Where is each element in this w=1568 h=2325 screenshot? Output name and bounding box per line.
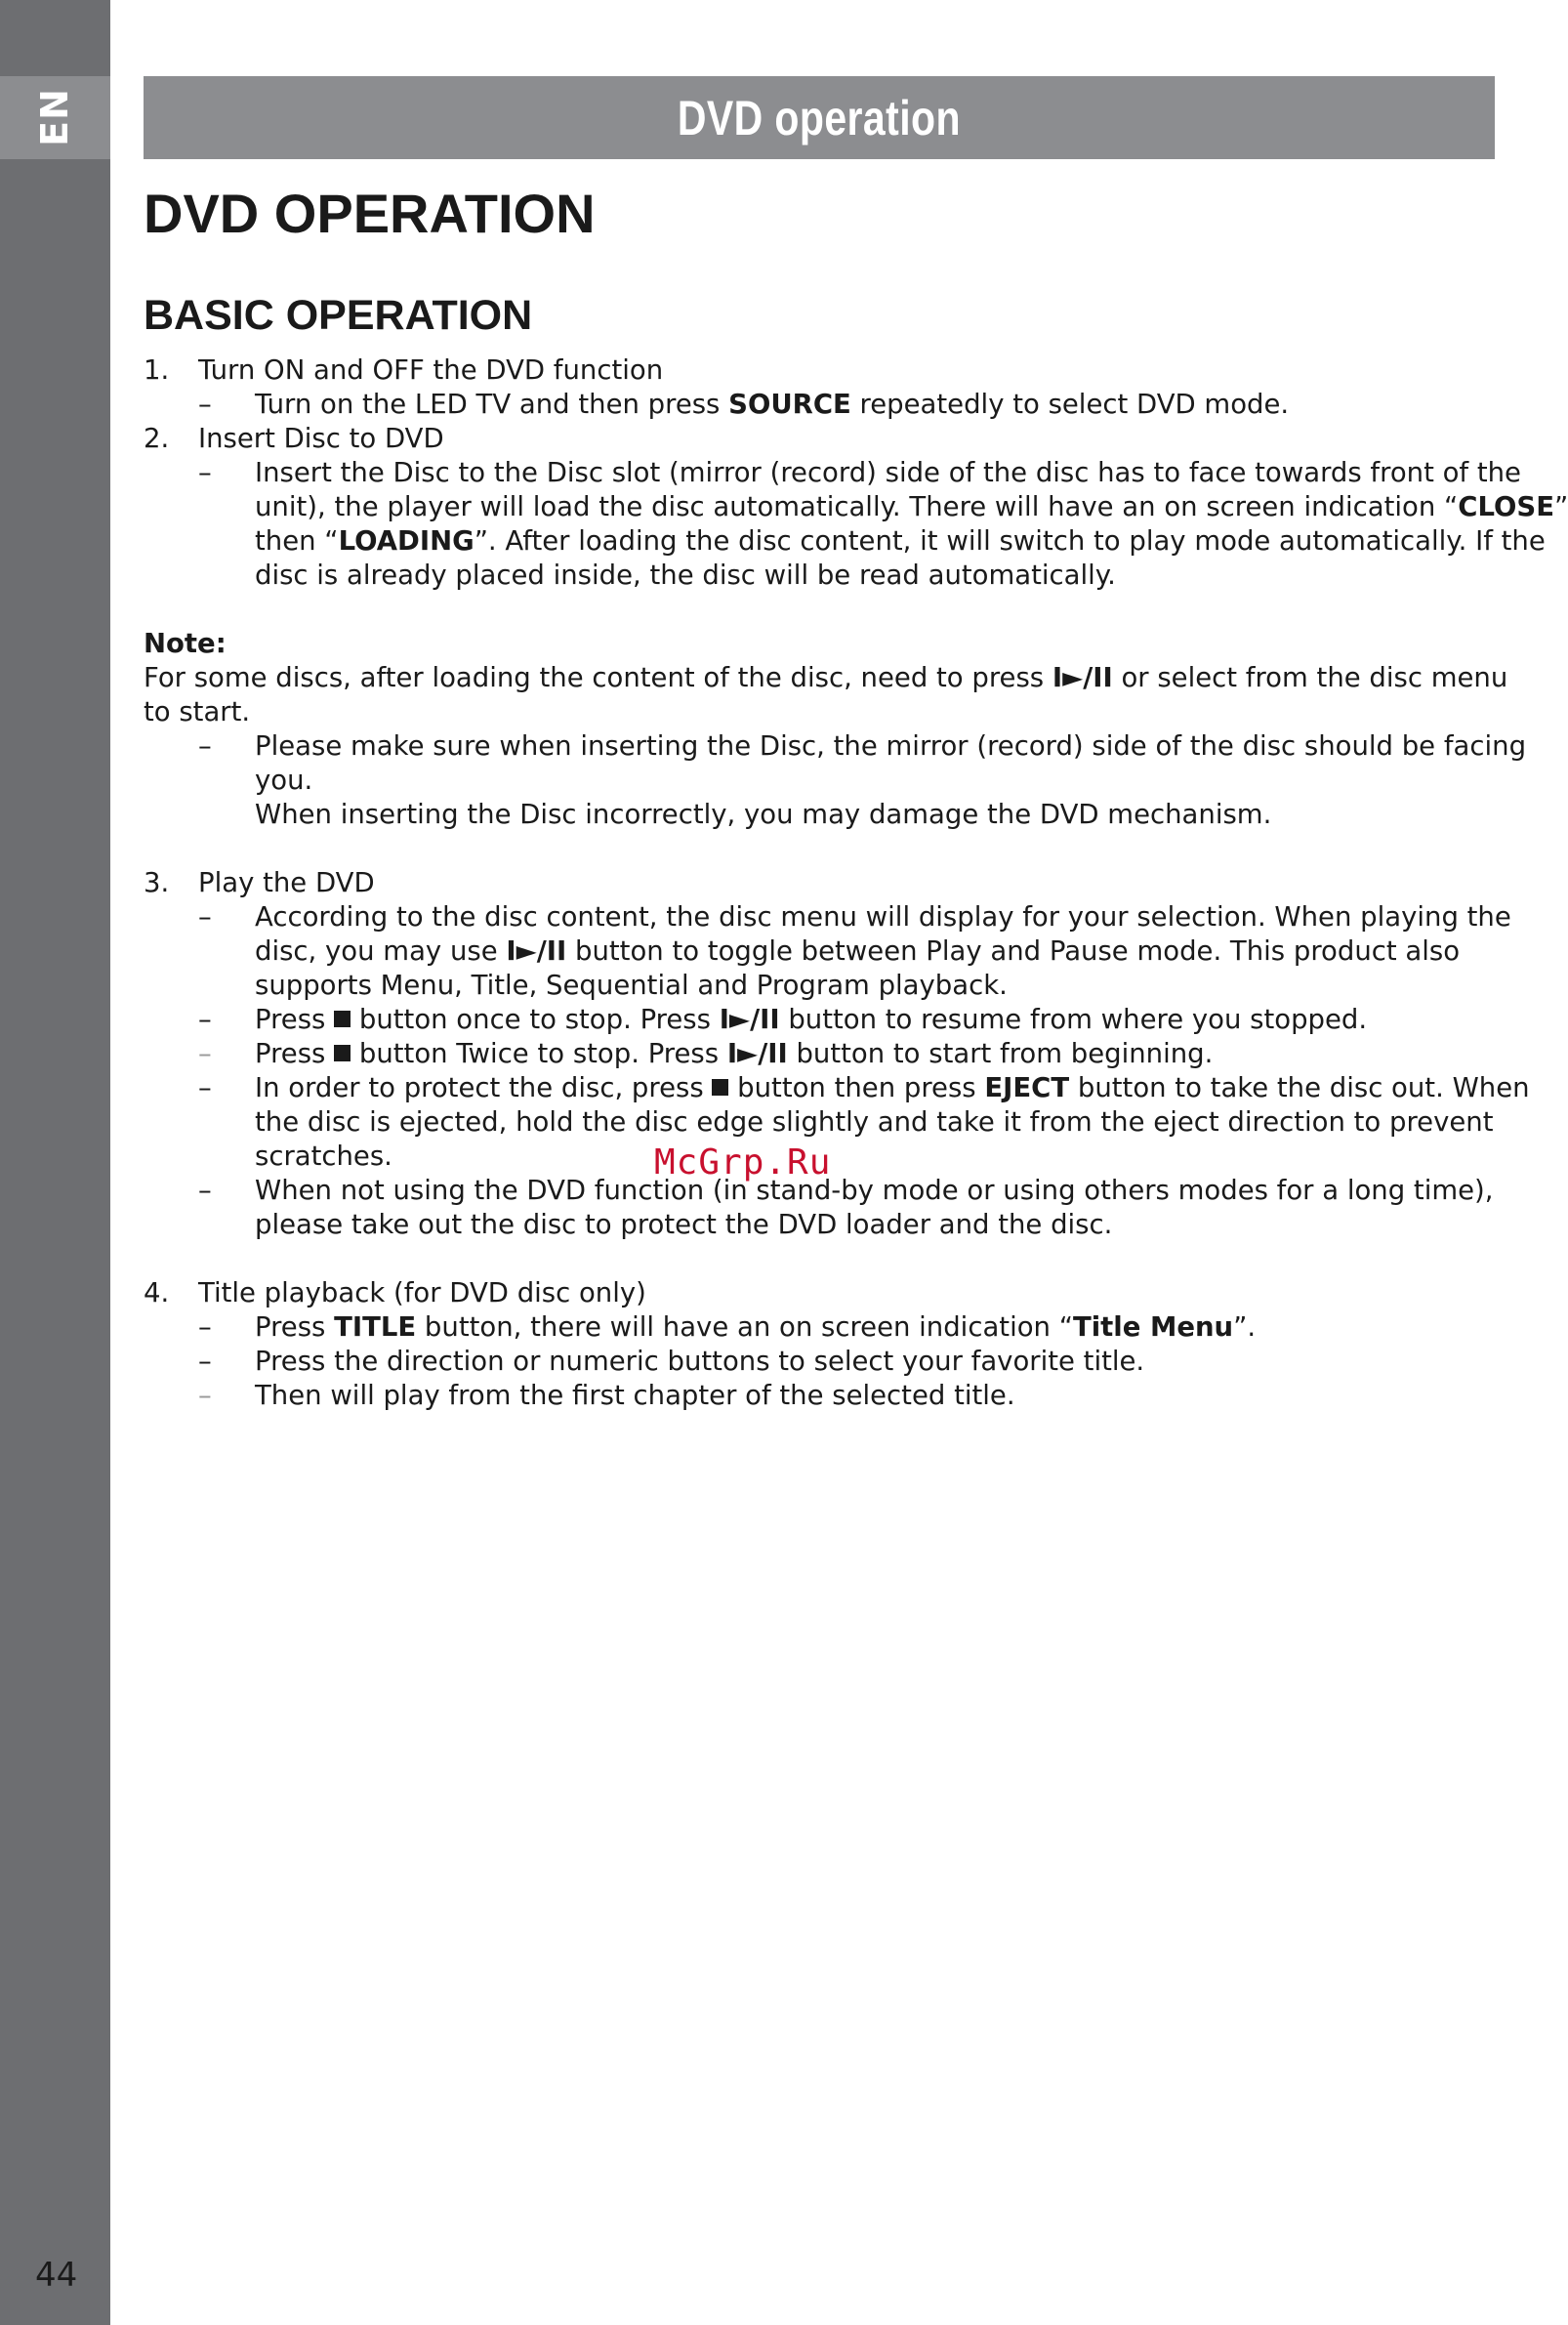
sub-item (144, 456, 1521, 490)
sub-item-text: Press the direction or numeric buttons to select your favorite title. (255, 1346, 1145, 1377)
note-text: to start. (144, 696, 251, 727)
sub-item-text: In order to protect the disc, press button then press EJECT button to take the disc out. When (255, 1072, 1530, 1103)
dash: – (198, 1004, 212, 1035)
item-number: 2. (144, 423, 170, 454)
note-text: For some discs, after loading the content of the disc, need to press I►/II or select from the disc menu (144, 662, 1508, 693)
sub-item-continuation: supports Menu, Title, Sequential and Program playback. (255, 970, 1008, 1001)
sub-item-continuation: disc, you may use I►/II button to toggle between Play and Pause mode. This product also (255, 935, 1461, 967)
play-pause-icon: I►/II (726, 1038, 788, 1069)
sub-item (144, 1037, 1491, 1071)
item-title: Insert Disc to DVD (198, 423, 444, 454)
header-bar (144, 76, 1495, 159)
dash: – (198, 901, 212, 933)
section-heading: BASIC OPERATION (144, 292, 533, 339)
sub-item (144, 1379, 1491, 1413)
sub-item-continuation: please take out the disc to protect the DVD loader and the disc. (255, 1209, 1113, 1240)
list-item (144, 866, 1491, 900)
sub-item-continuation: you. (255, 765, 313, 796)
sub-item-text: Press TITLE button, there will have an on screen indication “Title Menu”. (255, 1311, 1257, 1343)
watermark: McGrp.Ru (654, 1142, 832, 1183)
sub-item (144, 900, 1511, 934)
dash: – (198, 1038, 212, 1069)
dash: – (198, 457, 212, 488)
stop-icon (334, 1045, 351, 1061)
side-bar (0, 0, 110, 2325)
sub-item-text: Then will play from the first chapter of the selected title. (255, 1380, 1015, 1411)
sub-item-text: Turn on the LED TV and then press SOURCE repeatedly to select DVD mode. (255, 389, 1290, 420)
sub-item (144, 1345, 1491, 1379)
item-number: 4. (144, 1277, 170, 1308)
content (144, 174, 1568, 1413)
sub-item-continuation: then “LOADING”. After loading the disc content, it will switch to play mode automatically. If the (255, 525, 1546, 557)
dash: – (198, 1311, 212, 1343)
page-title: DVD OPERATION (144, 183, 596, 244)
stop-icon (712, 1079, 728, 1096)
sub-item-text: Press button Twice to stop. Press I►/II button to start from beginning. (255, 1038, 1214, 1069)
header-title: DVD operation (677, 90, 962, 145)
item-number: 1. (144, 354, 170, 386)
sub-item (144, 1310, 1491, 1345)
list-item (144, 1276, 1491, 1310)
item-title: Title playback (for DVD disc only) (198, 1277, 646, 1308)
sub-item-text: According to the disc content, the disc menu will display for your selection. When playing the (255, 901, 1511, 933)
item-number: 3. (144, 867, 170, 898)
item-title: Play the DVD (198, 867, 375, 898)
sub-item-continuation: unit), the player will load the disc automatically. There will have an on screen indication “CLOSE” (255, 491, 1568, 522)
sub-item-text: Press button once to stop. Press I►/II button to resume from where you stopped. (255, 1004, 1368, 1035)
dash: – (198, 1175, 212, 1206)
dash: – (198, 389, 212, 420)
item-title: Turn ON and OFF the DVD function (198, 354, 664, 386)
dash: – (198, 1380, 212, 1411)
play-pause-icon: I►/II (719, 1004, 780, 1035)
play-pause-icon: I►/II (506, 935, 567, 967)
sub-item-text: When not using the DVD function (in stand-by mode or using others modes for a long time), (255, 1175, 1494, 1206)
note-label: Note: (144, 628, 227, 659)
dash: – (198, 1346, 212, 1377)
sub-item (144, 729, 1527, 764)
sub-item (144, 1071, 1530, 1105)
list-item (144, 422, 1491, 456)
language-tab (0, 76, 110, 159)
sub-item-continuation: scratches. (255, 1141, 392, 1172)
sub-item-continuation: When inserting the Disc incorrectly, you may damage the DVD mechanism. (255, 799, 1272, 830)
sub-item-continuation: the disc is ejected, hold the disc edge slightly and take it from the eject direction to prevent (255, 1106, 1494, 1138)
language-label: EN (33, 88, 76, 146)
sub-item-text: Please make sure when inserting the Disc, the mirror (record) side of the disc should be facing (255, 730, 1527, 762)
sub-item (144, 1003, 1491, 1037)
sub-item-text: Insert the Disc to the Disc slot (mirror (record) side of the disc has to face towards front of the (255, 457, 1521, 488)
play-pause-icon: I►/II (1052, 662, 1113, 693)
list-item (144, 353, 1491, 388)
page-number: 44 (35, 2256, 78, 2295)
sub-item (144, 388, 1491, 422)
dash: – (198, 730, 212, 762)
dash: – (198, 1072, 212, 1103)
stop-icon (334, 1011, 351, 1027)
sub-item-continuation: disc is already placed inside, the disc will be read automatically. (255, 560, 1116, 591)
